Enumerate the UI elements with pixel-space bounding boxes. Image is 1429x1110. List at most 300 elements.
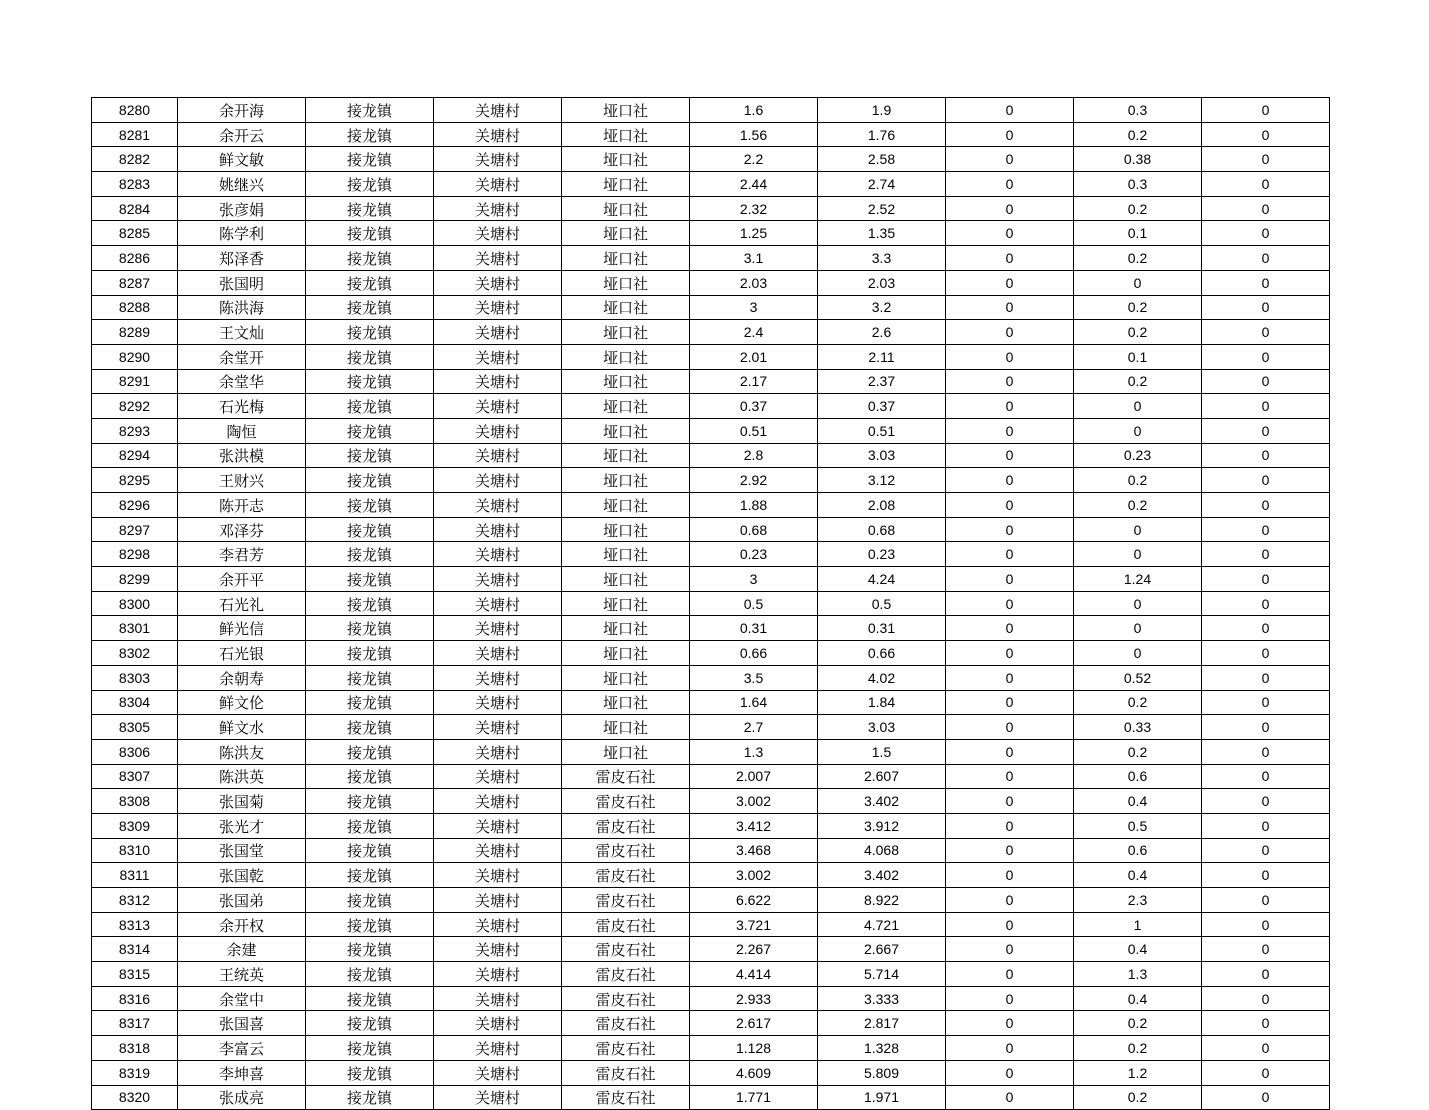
value-d-cell: 0.38: [1074, 147, 1202, 172]
name-cell: 邓泽芬: [178, 517, 306, 542]
village-cell: 关塘村: [434, 344, 562, 369]
value-c-cell: 0: [946, 443, 1074, 468]
name-cell: 陶恒: [178, 418, 306, 443]
value-e-cell: 0: [1202, 493, 1330, 518]
id-cell: 8302: [92, 641, 178, 666]
village-cell: 关塘村: [434, 986, 562, 1011]
value-e-cell: 0: [1202, 98, 1330, 123]
id-cell: 8281: [92, 122, 178, 147]
table-row: [92, 147, 1330, 172]
value-d-cell: 0.2: [1074, 295, 1202, 320]
group-cell: 垭口社: [562, 270, 690, 295]
name-cell: 姚继兴: [178, 172, 306, 197]
village-cell: 关塘村: [434, 542, 562, 567]
value-a-cell: 4.609: [690, 1060, 818, 1085]
value-e-cell: 0: [1202, 1060, 1330, 1085]
id-cell: 8314: [92, 937, 178, 962]
town-cell: 接龙镇: [306, 493, 434, 518]
table-row: [92, 591, 1330, 616]
value-e-cell: 0: [1202, 937, 1330, 962]
name-cell: 李君芳: [178, 542, 306, 567]
value-c-cell: 0: [946, 715, 1074, 740]
value-b-cell: 0.31: [818, 616, 946, 641]
name-cell: 张彦娟: [178, 196, 306, 221]
table-row: [92, 270, 1330, 295]
value-c-cell: 0: [946, 1060, 1074, 1085]
town-cell: 接龙镇: [306, 665, 434, 690]
group-cell: 垭口社: [562, 295, 690, 320]
value-a-cell: 3.5: [690, 665, 818, 690]
value-d-cell: 0.2: [1074, 122, 1202, 147]
value-a-cell: 2.2: [690, 147, 818, 172]
value-b-cell: 0.5: [818, 591, 946, 616]
value-b-cell: 1.35: [818, 221, 946, 246]
value-c-cell: 0: [946, 468, 1074, 493]
id-cell: 8320: [92, 1085, 178, 1110]
group-cell: 雷皮石社: [562, 1060, 690, 1085]
value-d-cell: 0: [1074, 394, 1202, 419]
value-a-cell: 2.32: [690, 196, 818, 221]
value-e-cell: 0: [1202, 962, 1330, 987]
name-cell: 张国菊: [178, 789, 306, 814]
name-cell: 余朝寿: [178, 665, 306, 690]
town-cell: 接龙镇: [306, 246, 434, 271]
village-cell: 关塘村: [434, 270, 562, 295]
name-cell: 张国喜: [178, 1011, 306, 1036]
value-b-cell: 2.58: [818, 147, 946, 172]
value-d-cell: 0.52: [1074, 665, 1202, 690]
value-e-cell: 0: [1202, 270, 1330, 295]
value-c-cell: 0: [946, 344, 1074, 369]
id-cell: 8300: [92, 591, 178, 616]
name-cell: 石光礼: [178, 591, 306, 616]
town-cell: 接龙镇: [306, 443, 434, 468]
town-cell: 接龙镇: [306, 937, 434, 962]
group-cell: 垭口社: [562, 493, 690, 518]
value-e-cell: 0: [1202, 641, 1330, 666]
village-cell: 关塘村: [434, 122, 562, 147]
value-a-cell: 4.414: [690, 962, 818, 987]
village-cell: 关塘村: [434, 443, 562, 468]
value-d-cell: 0: [1074, 616, 1202, 641]
village-cell: 关塘村: [434, 517, 562, 542]
name-cell: 陈学利: [178, 221, 306, 246]
id-cell: 8280: [92, 98, 178, 123]
value-e-cell: 0: [1202, 344, 1330, 369]
town-cell: 接龙镇: [306, 270, 434, 295]
village-cell: 关塘村: [434, 912, 562, 937]
value-c-cell: 0: [946, 665, 1074, 690]
value-a-cell: 2.44: [690, 172, 818, 197]
value-a-cell: 3.002: [690, 863, 818, 888]
id-cell: 8316: [92, 986, 178, 1011]
name-cell: 张国乾: [178, 863, 306, 888]
table-row: [92, 394, 1330, 419]
value-b-cell: 3.2: [818, 295, 946, 320]
value-c-cell: 0: [946, 641, 1074, 666]
table-row: [92, 122, 1330, 147]
table-row: [92, 468, 1330, 493]
value-e-cell: 0: [1202, 394, 1330, 419]
village-cell: 关塘村: [434, 1060, 562, 1085]
group-cell: 垭口社: [562, 567, 690, 592]
value-b-cell: 4.068: [818, 838, 946, 863]
value-d-cell: 0.33: [1074, 715, 1202, 740]
group-cell: 雷皮石社: [562, 1085, 690, 1110]
value-c-cell: 0: [946, 739, 1074, 764]
name-cell: 张国弟: [178, 888, 306, 913]
village-cell: 关塘村: [434, 739, 562, 764]
village-cell: 关塘村: [434, 863, 562, 888]
village-cell: 关塘村: [434, 789, 562, 814]
id-cell: 8306: [92, 739, 178, 764]
town-cell: 接龙镇: [306, 641, 434, 666]
value-b-cell: 3.402: [818, 789, 946, 814]
group-cell: 雷皮石社: [562, 838, 690, 863]
value-d-cell: 1: [1074, 912, 1202, 937]
name-cell: 陈洪友: [178, 739, 306, 764]
id-cell: 8298: [92, 542, 178, 567]
group-cell: 垭口社: [562, 344, 690, 369]
group-cell: 垭口社: [562, 715, 690, 740]
value-a-cell: 0.68: [690, 517, 818, 542]
id-cell: 8291: [92, 369, 178, 394]
value-a-cell: 1.771: [690, 1085, 818, 1110]
name-cell: 余堂开: [178, 344, 306, 369]
value-d-cell: 0: [1074, 418, 1202, 443]
value-e-cell: 0: [1202, 591, 1330, 616]
value-e-cell: 0: [1202, 221, 1330, 246]
value-a-cell: 2.17: [690, 369, 818, 394]
town-cell: 接龙镇: [306, 1011, 434, 1036]
id-cell: 8301: [92, 616, 178, 641]
value-b-cell: 0.68: [818, 517, 946, 542]
value-b-cell: 3.333: [818, 986, 946, 1011]
value-c-cell: 0: [946, 789, 1074, 814]
id-cell: 8296: [92, 493, 178, 518]
value-e-cell: 0: [1202, 172, 1330, 197]
value-c-cell: 0: [946, 1085, 1074, 1110]
name-cell: 余开权: [178, 912, 306, 937]
group-cell: 雷皮石社: [562, 863, 690, 888]
value-a-cell: 1.25: [690, 221, 818, 246]
value-d-cell: 0.1: [1074, 221, 1202, 246]
village-cell: 关塘村: [434, 394, 562, 419]
town-cell: 接龙镇: [306, 147, 434, 172]
value-e-cell: 0: [1202, 147, 1330, 172]
value-b-cell: 2.03: [818, 270, 946, 295]
group-cell: 垭口社: [562, 665, 690, 690]
value-d-cell: 2.3: [1074, 888, 1202, 913]
value-d-cell: 0: [1074, 270, 1202, 295]
value-a-cell: 2.007: [690, 764, 818, 789]
group-cell: 雷皮石社: [562, 912, 690, 937]
value-a-cell: 3: [690, 567, 818, 592]
town-cell: 接龙镇: [306, 344, 434, 369]
village-cell: 关塘村: [434, 468, 562, 493]
id-cell: 8286: [92, 246, 178, 271]
value-a-cell: 3.721: [690, 912, 818, 937]
group-cell: 垭口社: [562, 320, 690, 345]
id-cell: 8282: [92, 147, 178, 172]
id-cell: 8290: [92, 344, 178, 369]
value-c-cell: 0: [946, 591, 1074, 616]
table-row: [92, 567, 1330, 592]
value-b-cell: 2.52: [818, 196, 946, 221]
value-c-cell: 0: [946, 764, 1074, 789]
id-cell: 8299: [92, 567, 178, 592]
value-e-cell: 0: [1202, 196, 1330, 221]
table-row: [92, 344, 1330, 369]
group-cell: 垭口社: [562, 591, 690, 616]
value-d-cell: 0: [1074, 517, 1202, 542]
value-b-cell: 0.23: [818, 542, 946, 567]
table-row: [92, 616, 1330, 641]
value-e-cell: 0: [1202, 567, 1330, 592]
id-cell: 8285: [92, 221, 178, 246]
value-a-cell: 2.617: [690, 1011, 818, 1036]
village-cell: 关塘村: [434, 690, 562, 715]
town-cell: 接龙镇: [306, 1060, 434, 1085]
value-e-cell: 0: [1202, 665, 1330, 690]
value-e-cell: 0: [1202, 616, 1330, 641]
table-row: [92, 813, 1330, 838]
value-a-cell: 1.3: [690, 739, 818, 764]
value-c-cell: 0: [946, 542, 1074, 567]
id-cell: 8318: [92, 1036, 178, 1061]
value-b-cell: 3.3: [818, 246, 946, 271]
id-cell: 8317: [92, 1011, 178, 1036]
town-cell: 接龙镇: [306, 739, 434, 764]
value-e-cell: 0: [1202, 295, 1330, 320]
value-b-cell: 4.721: [818, 912, 946, 937]
value-c-cell: 0: [946, 172, 1074, 197]
town-cell: 接龙镇: [306, 221, 434, 246]
table-row: [92, 912, 1330, 937]
table-row: [92, 665, 1330, 690]
value-c-cell: 0: [946, 567, 1074, 592]
table-row: [92, 1011, 1330, 1036]
value-a-cell: 3.468: [690, 838, 818, 863]
table-row: [92, 196, 1330, 221]
value-e-cell: 0: [1202, 320, 1330, 345]
name-cell: 王财兴: [178, 468, 306, 493]
id-cell: 8293: [92, 418, 178, 443]
value-a-cell: 0.37: [690, 394, 818, 419]
id-cell: 8319: [92, 1060, 178, 1085]
value-c-cell: 0: [946, 122, 1074, 147]
group-cell: 垭口社: [562, 542, 690, 567]
value-e-cell: 0: [1202, 443, 1330, 468]
village-cell: 关塘村: [434, 888, 562, 913]
value-e-cell: 0: [1202, 888, 1330, 913]
value-b-cell: 5.714: [818, 962, 946, 987]
value-b-cell: 2.817: [818, 1011, 946, 1036]
value-e-cell: 0: [1202, 418, 1330, 443]
value-a-cell: 2.92: [690, 468, 818, 493]
table-row: [92, 937, 1330, 962]
id-cell: 8289: [92, 320, 178, 345]
table-row: [92, 838, 1330, 863]
group-cell: 垭口社: [562, 690, 690, 715]
town-cell: 接龙镇: [306, 320, 434, 345]
name-cell: 石光银: [178, 641, 306, 666]
id-cell: 8288: [92, 295, 178, 320]
village-cell: 关塘村: [434, 295, 562, 320]
table-row: [92, 98, 1330, 123]
value-c-cell: 0: [946, 98, 1074, 123]
id-cell: 8313: [92, 912, 178, 937]
name-cell: 鲜文水: [178, 715, 306, 740]
value-d-cell: 0.2: [1074, 468, 1202, 493]
village-cell: 关塘村: [434, 764, 562, 789]
value-b-cell: 2.74: [818, 172, 946, 197]
group-cell: 垭口社: [562, 172, 690, 197]
value-c-cell: 0: [946, 986, 1074, 1011]
value-a-cell: 1.6: [690, 98, 818, 123]
group-cell: 垭口社: [562, 98, 690, 123]
value-d-cell: 0.3: [1074, 98, 1202, 123]
value-d-cell: 0.1: [1074, 344, 1202, 369]
id-cell: 8308: [92, 789, 178, 814]
value-a-cell: 2.4: [690, 320, 818, 345]
value-c-cell: 0: [946, 937, 1074, 962]
value-e-cell: 0: [1202, 1011, 1330, 1036]
table-row: [92, 320, 1330, 345]
table-row: [92, 764, 1330, 789]
group-cell: 雷皮石社: [562, 986, 690, 1011]
value-b-cell: 1.9: [818, 98, 946, 123]
village-cell: 关塘村: [434, 937, 562, 962]
value-c-cell: 0: [946, 221, 1074, 246]
town-cell: 接龙镇: [306, 912, 434, 937]
group-cell: 垭口社: [562, 394, 690, 419]
group-cell: 垭口社: [562, 122, 690, 147]
name-cell: 李富云: [178, 1036, 306, 1061]
id-cell: 8312: [92, 888, 178, 913]
table-row: [92, 888, 1330, 913]
value-a-cell: 2.03: [690, 270, 818, 295]
id-cell: 8284: [92, 196, 178, 221]
village-cell: 关塘村: [434, 418, 562, 443]
value-d-cell: 1.24: [1074, 567, 1202, 592]
table-row: [92, 641, 1330, 666]
value-d-cell: 0.2: [1074, 320, 1202, 345]
name-cell: 张洪模: [178, 443, 306, 468]
value-c-cell: 0: [946, 863, 1074, 888]
group-cell: 垭口社: [562, 196, 690, 221]
value-e-cell: 0: [1202, 246, 1330, 271]
value-e-cell: 0: [1202, 789, 1330, 814]
group-cell: 雷皮石社: [562, 813, 690, 838]
id-cell: 8304: [92, 690, 178, 715]
town-cell: 接龙镇: [306, 418, 434, 443]
village-cell: 关塘村: [434, 1036, 562, 1061]
table-row: [92, 986, 1330, 1011]
value-a-cell: 2.8: [690, 443, 818, 468]
name-cell: 李坤喜: [178, 1060, 306, 1085]
village-cell: 关塘村: [434, 320, 562, 345]
name-cell: 王统英: [178, 962, 306, 987]
table-row: [92, 172, 1330, 197]
value-c-cell: 0: [946, 369, 1074, 394]
value-d-cell: 0.4: [1074, 986, 1202, 1011]
name-cell: 陈开志: [178, 493, 306, 518]
town-cell: 接龙镇: [306, 567, 434, 592]
value-a-cell: 2.933: [690, 986, 818, 1011]
town-cell: 接龙镇: [306, 962, 434, 987]
village-cell: 关塘村: [434, 616, 562, 641]
name-cell: 张光才: [178, 813, 306, 838]
value-a-cell: 3.1: [690, 246, 818, 271]
value-e-cell: 0: [1202, 1036, 1330, 1061]
group-cell: 垭口社: [562, 468, 690, 493]
value-c-cell: 0: [946, 270, 1074, 295]
table-row: [92, 443, 1330, 468]
village-cell: 关塘村: [434, 813, 562, 838]
village-cell: 关塘村: [434, 1011, 562, 1036]
town-cell: 接龙镇: [306, 1085, 434, 1110]
value-a-cell: 1.64: [690, 690, 818, 715]
town-cell: 接龙镇: [306, 98, 434, 123]
name-cell: 陈洪海: [178, 295, 306, 320]
value-d-cell: 0: [1074, 542, 1202, 567]
village-cell: 关塘村: [434, 962, 562, 987]
value-e-cell: 0: [1202, 517, 1330, 542]
name-cell: 鲜文敏: [178, 147, 306, 172]
value-e-cell: 0: [1202, 369, 1330, 394]
table-row: [92, 715, 1330, 740]
table-row: [92, 493, 1330, 518]
id-cell: 8310: [92, 838, 178, 863]
group-cell: 垭口社: [562, 443, 690, 468]
value-e-cell: 0: [1202, 838, 1330, 863]
value-c-cell: 0: [946, 394, 1074, 419]
name-cell: 余开海: [178, 98, 306, 123]
village-cell: 关塘村: [434, 567, 562, 592]
value-e-cell: 0: [1202, 912, 1330, 937]
value-b-cell: 0.66: [818, 641, 946, 666]
town-cell: 接龙镇: [306, 468, 434, 493]
value-b-cell: 2.37: [818, 369, 946, 394]
group-cell: 雷皮石社: [562, 789, 690, 814]
id-cell: 8305: [92, 715, 178, 740]
value-a-cell: 1.88: [690, 493, 818, 518]
value-b-cell: 3.03: [818, 443, 946, 468]
value-c-cell: 0: [946, 888, 1074, 913]
town-cell: 接龙镇: [306, 764, 434, 789]
value-a-cell: 3: [690, 295, 818, 320]
id-cell: 8292: [92, 394, 178, 419]
group-cell: 垭口社: [562, 369, 690, 394]
value-a-cell: 3.412: [690, 813, 818, 838]
value-e-cell: 0: [1202, 542, 1330, 567]
group-cell: 垭口社: [562, 616, 690, 641]
value-c-cell: 0: [946, 147, 1074, 172]
id-cell: 8297: [92, 517, 178, 542]
town-cell: 接龙镇: [306, 789, 434, 814]
value-a-cell: 1.128: [690, 1036, 818, 1061]
value-e-cell: 0: [1202, 813, 1330, 838]
table-row: [92, 962, 1330, 987]
group-cell: 雷皮石社: [562, 937, 690, 962]
table-row: [92, 1036, 1330, 1061]
town-cell: 接龙镇: [306, 813, 434, 838]
value-b-cell: 3.03: [818, 715, 946, 740]
value-d-cell: 0.6: [1074, 764, 1202, 789]
village-cell: 关塘村: [434, 838, 562, 863]
name-cell: 余建: [178, 937, 306, 962]
